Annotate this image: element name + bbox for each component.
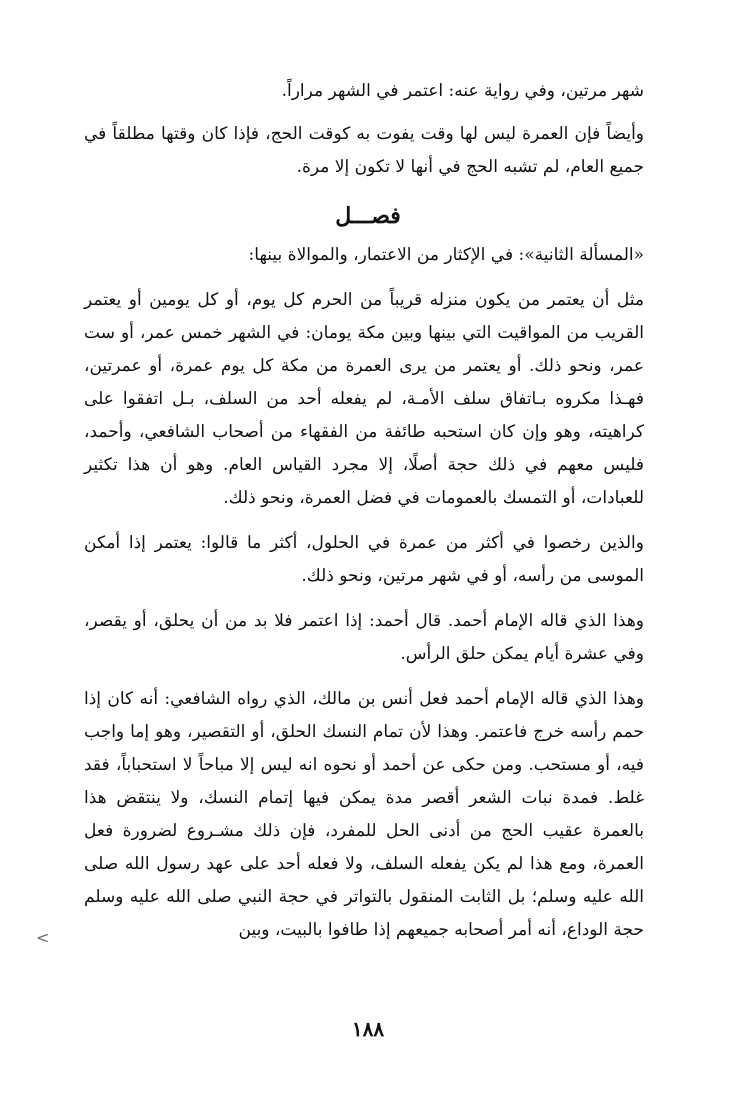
paragraph-anas: وهذا الذي قاله الإمام أحمد فعل أنس بن مالك، الذي رواه الشافعي: أنه كان إذا حمم رأسه خرج فاعتمر. وهذا لأن تمام النسك الحلق، أو التقصير، وهو إما واجب فيه، أو مستحب. ومن حكى عن أحمد أو نحوه انه ليس إلا مباحاً لا استحباباً، فقد غلط. فمدة نبات الشعر أقصر مدة يمكن فيها إتمام النسك، ولا ينتقض هذا بالعمرة عقيب الحج من أدنى الحل للمفرد، فإن ذلك مشـروع لضرورة فعل العمرة، ومع هذا لم يكن يفعله السلف، ولا فعله أحد على عهد رسول الله صلى الله عليه وسلم؛ بل الثابت المنقول بالتواتر في حجة النبي صلى الله عليه وسلم حجة الوداع، أنه أمر أصحابه جميعهم إذا طافوا بالبيت، وبين (84, 689, 644, 940)
paragraph-continuation: شهر مرتين، وفي رواية عنه: اعتمر في الشهر مراراً. (281, 81, 644, 101)
body-paragraphs (84, 239, 644, 947)
margin-pencil-mark: < (36, 928, 50, 947)
paragraph-frequent-umrah: مثل أن يعتمر من يكون منزله قريباً من الحرم كل يوم، أو كل يومين أو يعتمر القريب من المواقيت التي بينها وبين مكة يومان: في الشهر خمس عمر، أو ست عمر، ونحو ذلك. أو يعتمر من يرى العمرة من مكة كل يوم عمرة، أو عمرتين، فهـذا مكروه بـاتفاق سلف الأمـة، لم يفعله أحد من السلف، بـل اتفقوا على كراهيته، وهو وإن كان استحبه طائفة من الفقهاء من أصحاب الشافعي، وأحمد، فليس معهم في ذلك حجة أصلًا، إلا مجرد القياس العام. وهو أن هذا تكثير للعبادات، أو التمسك بالعمومات في فضل العمرة، ونحو ذلك. (84, 290, 644, 508)
paragraph-imam-ahmad: وهذا الذي قاله الإمام أحمد. قال أحمد: إذا اعتمر فلا بد من أن يحلق، أو يقصر، وفي عشرة أيام يمكن حلق الرأس. (84, 611, 644, 664)
paragraph-umrah-time: وأيضاً فإن العمرة ليس لها وقت يفوت به كوقت الحج، فإذا كان وقتها مطلقاً في جميع العام، لم تشبه الحج في أنها لا تكون إلا مرة. (84, 124, 644, 177)
paragraph-permitters: والذين رخصوا في أكثر من عمرة في الحلول، أكثر ما قالوا: يعتمر إذا أمكن الموسى من رأسه، أو في شهر مرتين، ونحو ذلك. (84, 533, 644, 586)
page-number: ١٨٨ (351, 1017, 385, 1041)
top-paragraphs (84, 75, 644, 184)
question-line: «المسألة الثانية»: في الإكثار من الاعتمار، والموالاة بينها: (248, 245, 644, 265)
section-heading: فصـــل (335, 203, 401, 229)
